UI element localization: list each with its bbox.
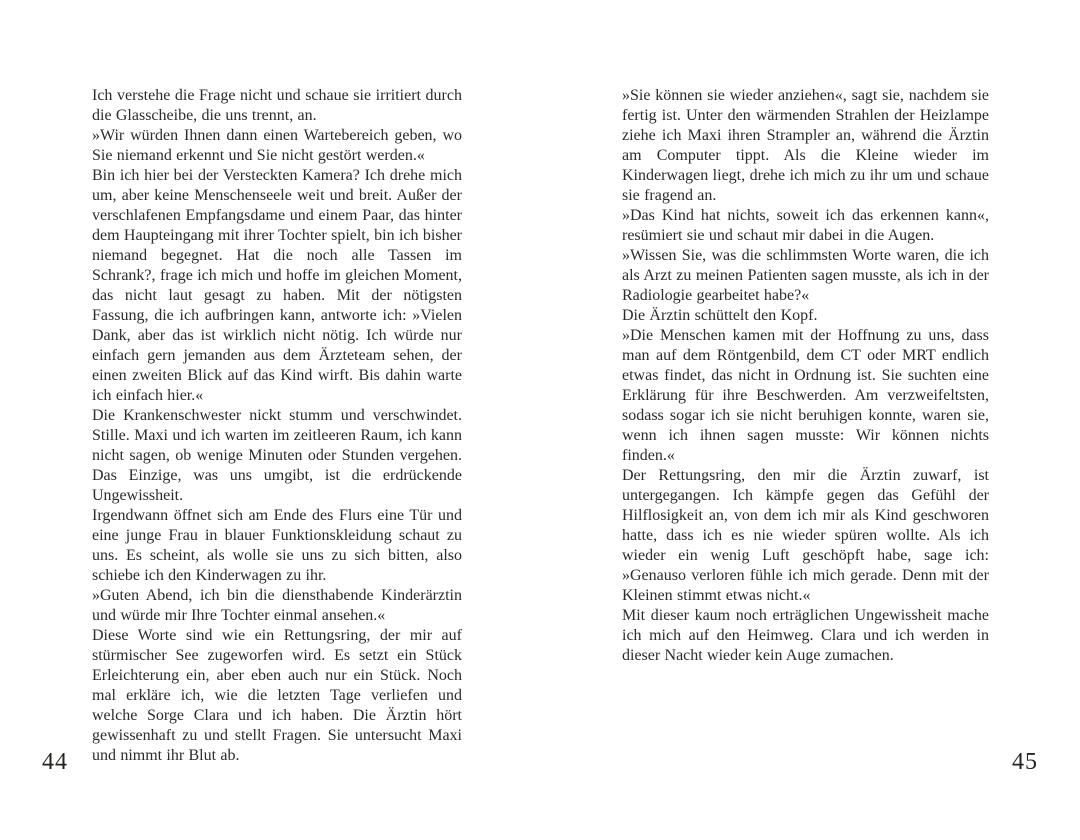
paragraph: »Sie können sie wieder anziehen«, sagt sie, nachdem sie fertig ist. Unter den wärmenden Strahlen der Heizlampe ziehe ich Maxi ihren Strampler an, während die Ärztin am Computer tippt. Als die Kleine wieder im Kinderwagen liegt, drehe ich mich zu ihr um und schaue sie fragend an. <box>622 87 989 204</box>
paragraph: »Wir würden Ihnen dann einen Wartebereich geben, wo Sie niemand erkennt und Sie nicht gestört werden.« <box>92 127 462 164</box>
paragraph: Ich verstehe die Frage nicht und schaue sie irritiert durch die Glasscheibe, die uns trennt, an. <box>92 87 462 124</box>
paragraph: »Das Kind hat nichts, soweit ich das erkennen kann«, resümiert sie und schaut mir dabei in die Augen. <box>622 207 989 244</box>
paragraph: Die Ärztin schüttelt den Kopf. <box>622 307 818 324</box>
page-number-left: 44 <box>42 749 68 775</box>
paragraph: Mit dieser kaum noch erträglichen Ungewissheit mache ich mich auf den Heimweg. Clara und ich werden in dieser Nacht wieder kein Auge zumachen. <box>622 607 989 664</box>
paragraph: Der Rettungsring, den mir die Ärztin zuwarf, ist untergegangen. Ich kämpfe gegen das Gefühl der Hilflosigkeit an, von dem ich mir als Kind geschworen hatte, dass ich es nie wieder spüren wollte. Als ich wieder ein wenig Luft geschöpft habe, sage ich: »Genauso verloren fühle ich mich gerade. Denn mit der Kleinen stimmt etwas nicht.« <box>622 467 989 604</box>
left-page-text <box>92 86 462 766</box>
paragraph: Diese Worte sind wie ein Rettungsring, der mir auf stürmischer See zugeworfen wird. Es setzt ein Stück Erleichterung ein, aber eben auch nur ein Stück. Noch mal erkläre ich, wie die letzten Tage verliefen und welche Sorge Clara und ich haben. Die Ärztin hört gewissenhaft zu und stellt Fragen. Sie untersucht Maxi und nimmt ihr Blut ab. <box>92 627 462 764</box>
paragraph: »Wissen Sie, was die schlimmsten Worte waren, die ich als Arzt zu meinen Patienten sagen musste, als ich in der Radiologie gearbeitet habe?« <box>622 247 989 304</box>
paragraph: Bin ich hier bei der Versteckten Kamera? Ich drehe mich um, aber keine Menschenseele weit und breit. Außer der verschlafenen Empfangsdame und einem Paar, das hinter dem Haupteingang mit ihrer Tochter spielt, bin ich bisher niemand begegnet. Hat die noch alle Tassen im Schrank?, frage ich mich und hoffe im gleichen Moment, das nicht laut gesagt zu haben. Mit der nötigsten Fassung, die ich aufbringen kann, antworte ich: »Vielen Dank, aber das ist wirklich nicht nötig. Ich würde nur einfach gern jemanden aus dem Ärzteteam sehen, der einen zweiten Blick auf das Kind wirft. Bis dahin warte ich einfach hier.« <box>92 167 462 404</box>
paragraph: Irgendwann öffnet sich am Ende des Flurs eine Tür und eine junge Frau in blauer Funktionskleidung schaut zu uns. Es scheint, als wolle sie uns zu sich bitten, also schiebe ich den Kinderwagen zu ihr. <box>92 507 462 584</box>
page-number-right: 45 <box>1012 749 1038 775</box>
paragraph: »Guten Abend, ich bin die diensthabende Kinderärztin und würde mir Ihre Tochter einmal ansehen.« <box>92 587 462 624</box>
paragraph: Die Krankenschwester nickt stumm und verschwindet. Stille. Maxi und ich warten im zeitleeren Raum, ich kann nicht sagen, ob wenige Minuten oder Stunden vergehen. Das Einzige, was uns umgibt, ist die erdrückende Ungewissheit. <box>92 407 462 504</box>
paragraph: »Die Menschen kamen mit der Hoffnung zu uns, dass man auf dem Röntgenbild, dem CT oder MRT endlich etwas findet, das nicht in Ordnung ist. Sie suchten eine Erklärung für ihre Beschwerden. Am verzweifeltsten, sodass sogar ich sie nicht beruhigen konnte, waren sie, wenn ich ihnen sagen musste: Wir können nichts finden.« <box>622 327 989 464</box>
right-page-text <box>622 86 989 666</box>
